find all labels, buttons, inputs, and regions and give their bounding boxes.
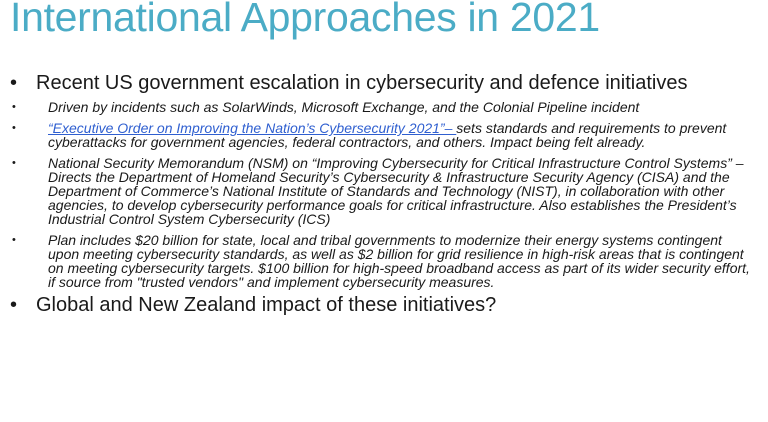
sub-bullet-executive-order (0, 121, 768, 149)
slide-title: International Approaches in 2021 (10, 0, 600, 40)
sub-bullet-incidents (0, 100, 768, 114)
sub-bullet-dot: • (12, 122, 16, 134)
bullet-dot: • (10, 294, 18, 316)
sub-bullet-plan (0, 233, 768, 289)
sub-bullet-text: Driven by incidents such as SolarWinds, Microsoft Exchange, and the Colonial Pipeline incident (48, 99, 640, 115)
bullet-global-impact (0, 296, 768, 314)
sub-bullet-dot: • (12, 234, 16, 246)
bullet-text: Global and New Zealand impact of these initiatives? (36, 294, 497, 316)
executive-order-link[interactable]: “Executive Order on Improving the Nation’s Cybersecurity 2021”– (48, 120, 457, 136)
bullet-list (0, 74, 768, 322)
sub-bullet-dot: • (12, 101, 16, 113)
sub-bullet-dot: • (12, 157, 16, 169)
sub-bullet-nsm (0, 156, 768, 226)
bullet-dot: • (10, 72, 18, 94)
sub-bullet-text: Plan includes $20 billion for state, local and tribal governments to modernize their energy systems contingent upon meeting cybersecurity standards, as well as $2 billion for grid resilience in high-risk areas that is contingent on meeting cybersecurity targets. $100 billion for high-speed broadband access as part of its wider security effort, if source from "trusted vendors" and implement cybersecurity measures. (48, 232, 750, 290)
sub-bullet-text: National Security Memorandum (NSM) on “Improving Cybersecurity for Critical Infrastructure Control Systems” – Directs the Department of Homeland Security’s Cybersecurity & Infrastructure Security Agency (CISA) and the Department of Commerce’s National Institute of Standards and Technology (NIST), in collaboration with other agencies, to develop cybersecurity performance goals for critical infrastructure. Also establishes the President’s Industrial Control System Cybersecurity (ICS) (48, 155, 744, 227)
bullet-text: Recent US government escalation in cybersecurity and defence initiatives (36, 72, 688, 94)
sub-bullet-text: sets standards and requirements to prevent cyberattacks for government agencies, federal contractors, and others. Impact being felt already. (48, 120, 727, 150)
bullet-us-escalation (0, 74, 768, 92)
